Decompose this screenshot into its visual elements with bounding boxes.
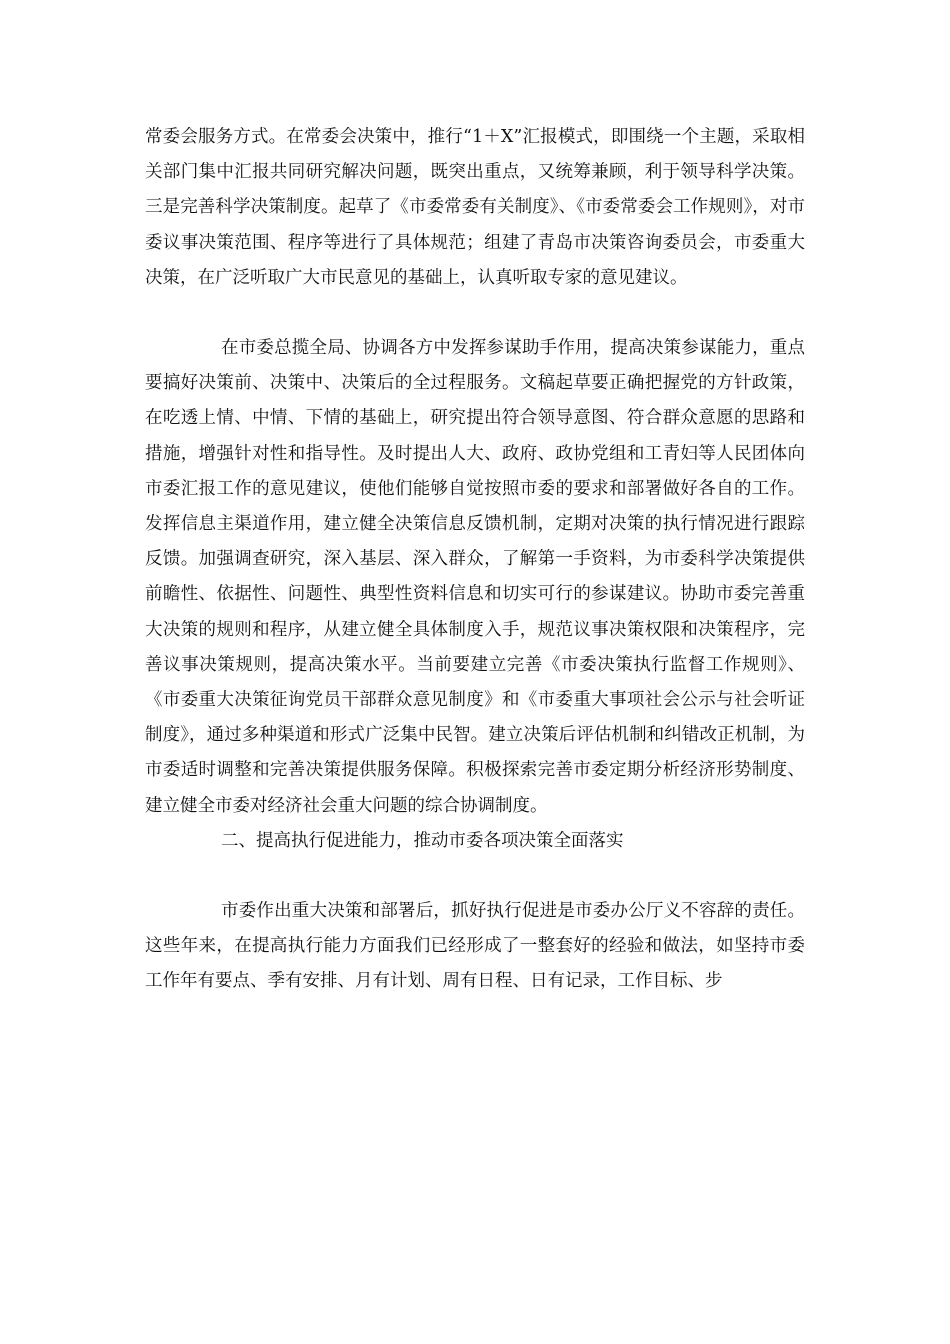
paragraph-decision-support: 在市委总揽全局、协调各方中发挥参谋助手作用，提高决策参谋能力，重点要搞好决策前、决策中、决策后的全过程服务。文稿起草要正确把握党的方针政策，在吃透上情、中情、下情的基础上，研究提出符合领导意图、符合群众意愿的思路和措施，增强针对性和指导性。及时提出人大、政府、政协党组和工青妇等人民团体向市委汇报工作的意见建议，使他们能够自觉按照市委的要求和部署做好各自的工作。发挥信息主渠道作用，建立健全决策信息反馈机制，定期对决策的执行情况进行跟踪反馈。加强调查研究，深入基层、深入群众，了解第一手资料，为市委科学决策提供前瞻性、依据性、问题性、典型性资料信息和切实可行的参谋建议。协助市委完善重大决策的规则和程序，从建立健全具体制度入手，规范议事决策权限和决策程序，完善议事决策规则，提高决策水平。当前要建立完善《市委决策执行监督工作规则》、《市委重大决策征询党员干部群众意见制度》和《市委重大事项社会公示与社会听证制度》，通过多种渠道和形式广泛集中民智。建立决策后评估机制和纠错改正机制，为市委适时调整和完善决策提供服务保障。积极探索完善市委定期分析经济形势制度、建立健全市委对经济社会重大问题的综合协调制度。 <box>145 338 805 816</box>
section-heading-2: 二、提高执行促进能力，推动市委各项决策全面落实 <box>221 830 624 851</box>
paragraph-execution: 市委作出重大决策和部署后，抓好执行促进是市委办公厅义不容辞的责任。这些年来，在提高执行能力方面我们已经形成了一整套好的经验和做法，如坚持市委工作年有要点、季有安排、月有计划、周有日程、日有记录，工作目标、步 <box>145 901 805 992</box>
document-body <box>145 120 805 1000</box>
paragraph-continuation: 常委会服务方式。在常委会决策中，推行“1＋X”汇报模式，即围绕一个主题，采取相关部门集中汇报共同研究解决问题，既突出重点，又统筹兼顾，利于领导科学决策。三是完善科学决策制度。起草了《市委常委有关制度》、《市委常委会工作规则》，对市委议事决策范围、程序等进行了具体规范；组建了青岛市决策咨询委员会，市委重大决策，在广泛听取广大市民意见的基础上，认真听取专家的意见建议。 <box>145 127 805 288</box>
